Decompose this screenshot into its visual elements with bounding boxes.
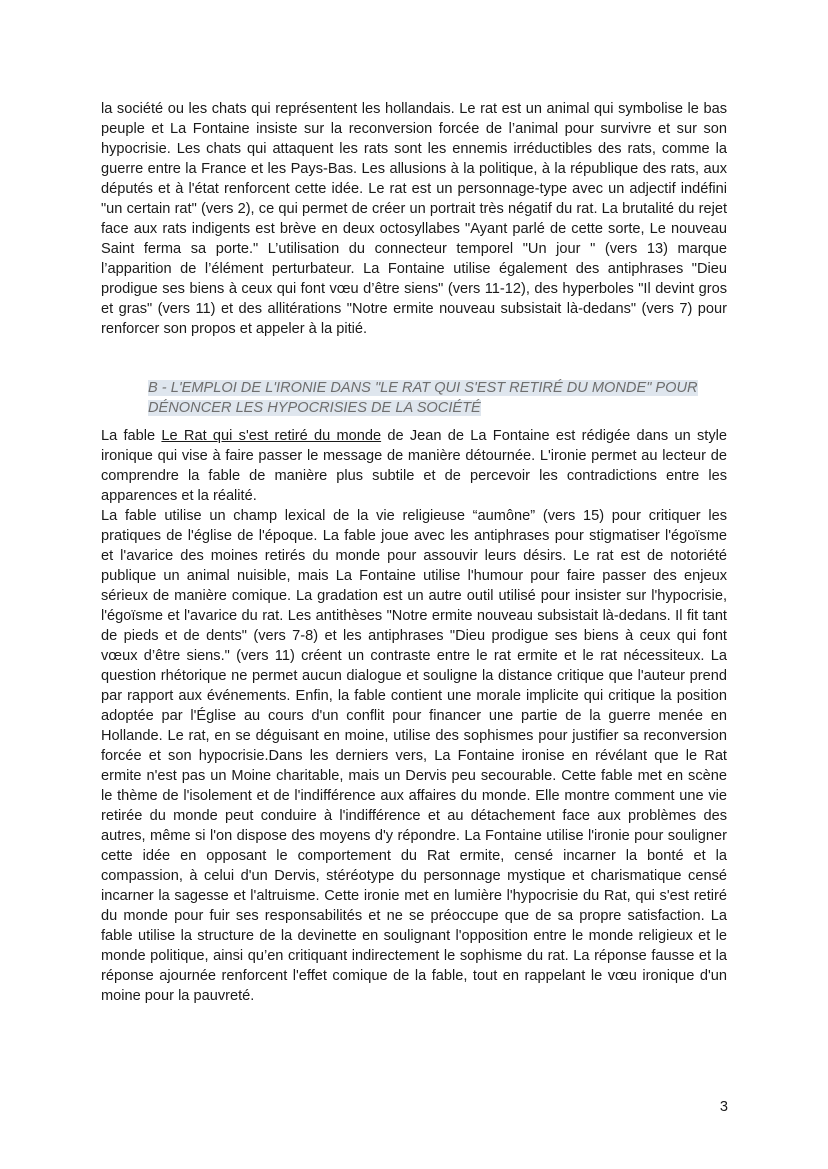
fable-title: Le Rat qui s'est retiré du monde bbox=[161, 428, 382, 444]
section-heading bbox=[148, 378, 738, 418]
body-paragraph-2 bbox=[101, 426, 727, 506]
section-heading-text: B - L'EMPLOI DE L'IRONIE DANS "LE RAT QUI S'EST RETIRÉ DU MONDE" POUR DÉNONCER LES HYPOCRISIES DE LA SOCIÉTÉ bbox=[148, 380, 698, 416]
paragraph-2-intro: La fable bbox=[101, 428, 162, 444]
body-paragraph-1: la société ou les chats qui représentent les hollandais. Le rat est un animal qui symbolise le bas peuple et La Fontaine insiste sur la reconversion forcée de l’animal pour survivre et sur son hypocrisie. Les chats qui attaquent les rats sont les ennemis irréductibles des rats, comme la guerre entre la France et les Pays-Bas. Les allusions à la politique, à la république des rats, aux députés et à l'état renforcent cette idée. Le rat est un personnage-type avec un adjectif indéfini "un certain rat" (vers 2), ce qui permet de créer un portrait très négatif du rat. La brutalité du rejet face aux rats indigents est brève en deux octosyllabes "Ayant parlé de cette sorte, Le nouveau Saint ferma sa porte." L’utilisation du connecteur temporel "Un jour " (vers 13) marque l’apparition de l’élément perturbateur. La Fontaine utilise également des antiphrases "Dieu prodigue ses biens à ceux qui font vœu d’être siens" (vers 11-12), des hyperboles "Il devint gros et gras" (vers 11) et des allitérations "Notre ermite nouveau subsistait là-dedans" (vers 7) pour renforcer son propos et appeler à la pitié. bbox=[101, 101, 727, 337]
paragraph-2-rest: de Jean de La Fontaine est rédigée dans un style ironique qui vise à faire passer le message de manière détournée. L'ironie permet au lecteur de comprendre la fable de manière plus subtile et de percevoir les contradictions entre les apparences et la réalité. bbox=[101, 428, 727, 504]
body-paragraph-3: La fable utilise un champ lexical de la vie religieuse “aumône” (vers 15) pour critiquer les pratiques de l'église de l'époque. La fable joue avec les antiphrases pour stigmatiser l'égoïsme et l'avarice des moines retirés du monde pour assouvir leurs désirs. Le rat est de notoriété publique un animal nuisible, mais La Fontaine utilise l'humour pour faire passer des enjeux sérieux de manière comique. La gradation est un autre outil utilisé pour insister sur l'hypocrisie, l'égoïsme et l'avarice du rat. Les antithèses "Notre ermite nouveau subsistait là-dedans. Il fit tant de pieds et de dents" (vers 7-8) et les antiphrases "Dieu prodigue ses biens à ceux qui font vœux d’être siens." (vers 11) créent un contraste entre le rat ermite et le rat nécessiteux. La question rhétorique ne permet aucun dialogue et souligne la distance critique que l'auteur prend par rapport aux événements. Enfin, la fable contient une morale implicite qui critique la position adoptée par l'Église au cours d'un conflit pour financer une partie de la guerre menée en Hollande. Le rat, en se déguisant en moine, utilise des sophismes pour justifier sa reconversion forcée et son hypocrisie.Dans les derniers vers, La Fontaine ironise en révélant que le Rat ermite n'est pas un Moine charitable, mais un Dervis peu secourable. Cette fable met en scène le thème de l'isolement et de l'indifférence aux affaires du monde. Elle montre comment une vie retirée du monde peut conduire à l'indifférence et au détachement face aux problèmes des autres, même si l'on dispose des moyens d'y répondre. La Fontaine utilise l'ironie pour souligner cette idée en opposant le comportement du Rat ermite, censé incarner la bonté et la compassion, à celui d'un Dervis, stéréotype du personnage mystique et charismatique censé incarner la sagesse et l'altruisme. Cette ironie met en lumière l'hypocrisie du Rat, qui s'est retiré du monde pour fuir ses responsabilités et ne se préoccupe que de sa propre satisfaction. La fable utilise la structure de la devinette en soulignant l'opposition entre le monde religieux et le monde politique, ainsi qu’en critiquant indirectement le sophisme du rat. La réponse fausse et la réponse ajournée renforcent l'effet comique de la fable, tout en rappelant le vœu ironique d'un moine pour la pauvreté. bbox=[101, 508, 727, 1004]
page-number: 3 bbox=[719, 1099, 728, 1115]
